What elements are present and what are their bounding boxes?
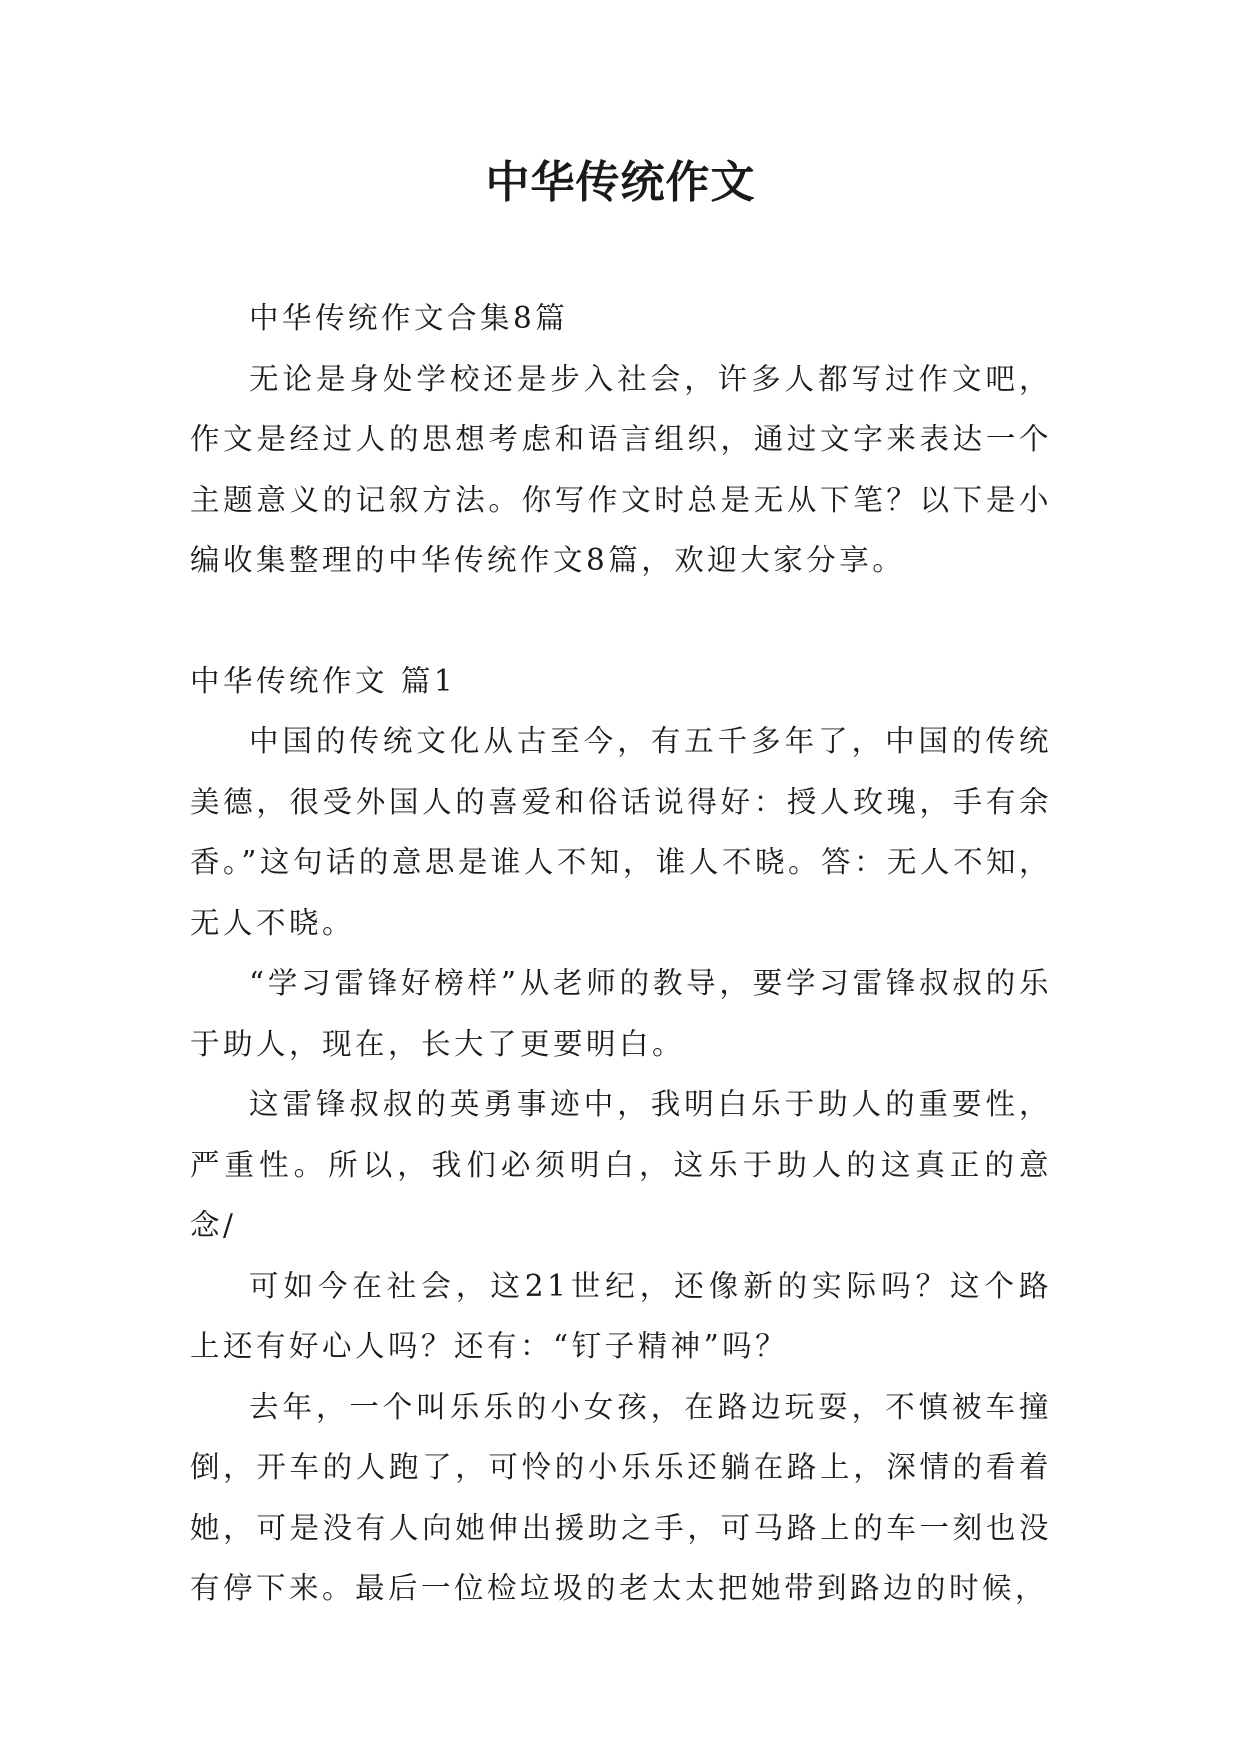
body-paragraph: 这雷锋叔叔的英勇事迹中，我明白乐于助人的重要性，严重性。所以，我们必须明白，这乐于助人的这真正的意念/ — [190, 1087, 1052, 1242]
document-title: 中华传统作文 — [485, 157, 756, 208]
document-body — [190, 288, 1052, 1619]
body-paragraph: 可如今在社会，这21世纪，还像新的实际吗？这个路上还有好心人吗？还有：“钉子精神”吗？ — [190, 1268, 1052, 1363]
body-paragraph: 中国的传统文化从古至今，有五千多年了，中国的传统美德，很受外国人的喜爱和俗话说得好：授人玫瑰，手有余香。”这句话的意思是谁人不知，谁人不晓。答：无人不知，无人不晓。 — [190, 724, 1052, 940]
section-gap — [190, 591, 1052, 651]
body-paragraph: “学习雷锋好榜样”从老师的教导，要学习雷锋叔叔的乐于助人，现在，长大了更要明白。 — [190, 966, 1052, 1061]
body-paragraph: 去年，一个叫乐乐的小女孩，在路边玩耍，不慎被车撞倒，开车的人跑了，可怜的小乐乐还躺在路上，深情的看着她，可是没有人向她伸出援助之手，可马路上的车一刻也没有停下来。最后一位检垃圾的老太太把她带到路边的时候， — [190, 1389, 1052, 1605]
document-subtitle: 中华传统作文合集8篇 — [249, 301, 569, 335]
section-heading: 中华传统作文 篇1 — [190, 663, 457, 698]
intro-paragraph: 无论是身处学校还是步入社会，许多人都写过作文吧，作文是经过人的思想考虑和语言组织，通过文字来表达一个主题意义的记叙方法。你写作文时总是无从下笔？以下是小编收集整理的中华传统作文8篇，欢迎大家分享。 — [190, 361, 1052, 577]
